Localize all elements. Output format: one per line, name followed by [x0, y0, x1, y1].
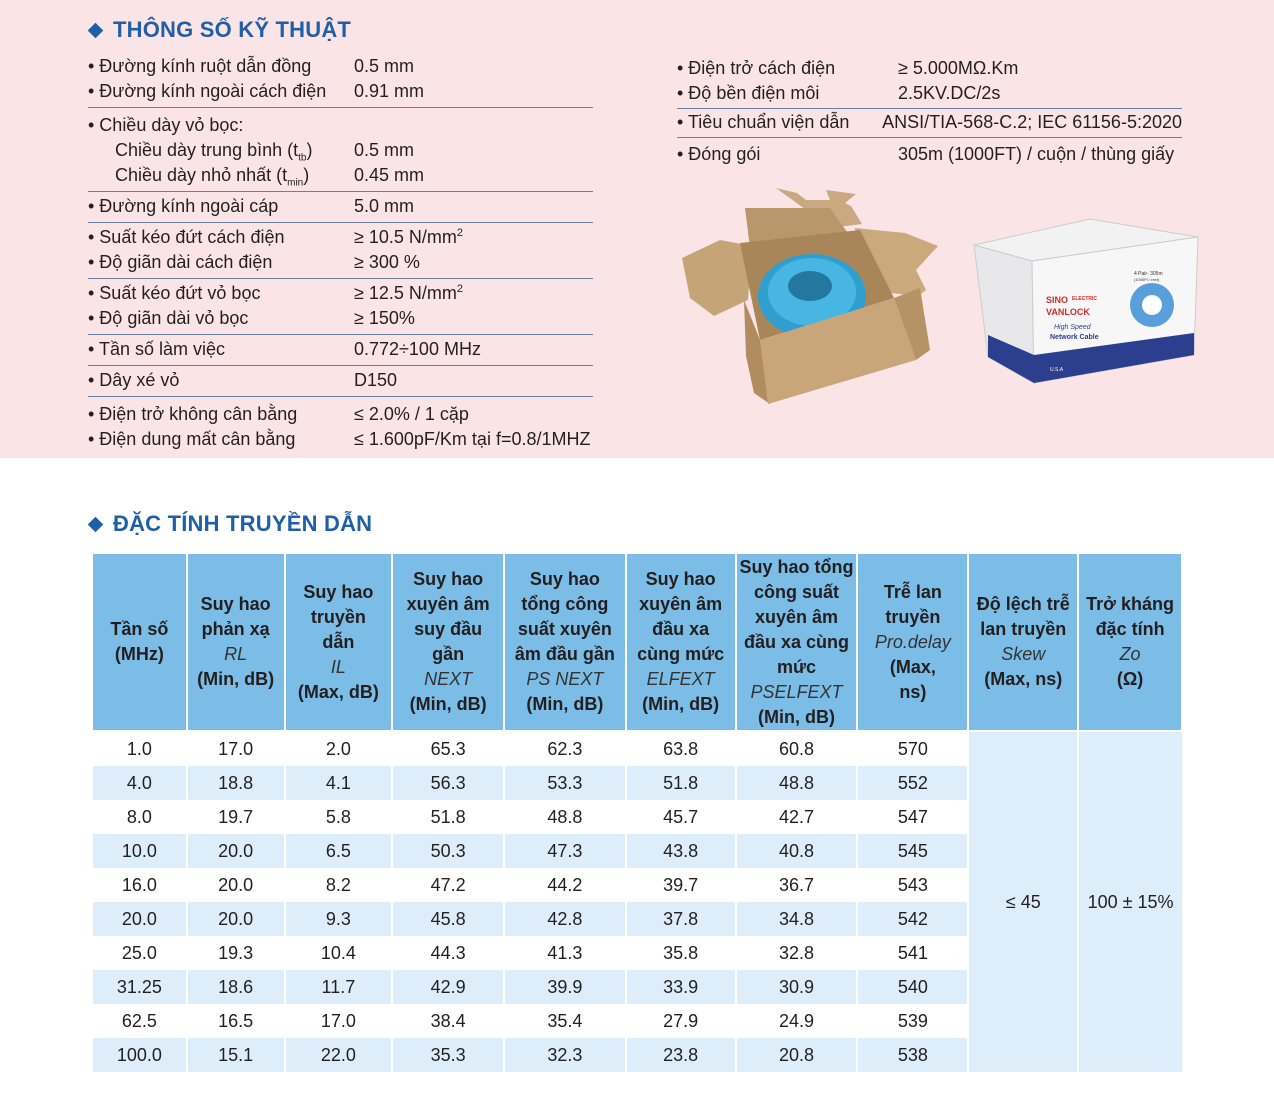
spec-value: 0.45 mm: [354, 165, 425, 185]
transmission-table: [91, 552, 1183, 1072]
table-cell: 35.8: [626, 936, 736, 970]
spec-label: [88, 163, 354, 188]
table-cell: 65.3: [392, 731, 504, 766]
spec-row: [677, 81, 1182, 106]
table-cell: 53.3: [504, 766, 626, 800]
table-cell: 22.0: [285, 1038, 393, 1072]
spec-group: [88, 192, 593, 223]
table-cell: 44.3: [392, 936, 504, 970]
spec-label: • Độ giãn dài cách điện: [88, 252, 273, 272]
spec-label: • Điện dung mất cân bằng: [88, 429, 296, 449]
spec-label: • Tần số làm việc: [88, 339, 226, 359]
table-cell: 45.8: [392, 902, 504, 936]
table-cell: 39.9: [504, 970, 626, 1004]
table-cell: 44.2: [504, 868, 626, 902]
table-cell: 43.8: [626, 834, 736, 868]
table-cell: 23.8: [626, 1038, 736, 1072]
spec-value: 5.0 mm: [354, 196, 415, 216]
table-cell: 47.3: [504, 834, 626, 868]
spec-row: [88, 281, 593, 306]
header-unit: (Ω): [1116, 669, 1144, 689]
spec-group: [88, 108, 593, 192]
table-cell: 47.2: [392, 868, 504, 902]
table-cell: 4.0: [92, 766, 187, 800]
table-cell: 4.1: [285, 766, 393, 800]
table-cell: 37.8: [626, 902, 736, 936]
superscript: 2: [456, 283, 464, 295]
header-name: Suy hao tổng công suất xuyên âm đầu xa cùng mức: [739, 556, 854, 677]
spec-label: • Độ bền điện môi: [677, 83, 820, 103]
table-cell: 42.9: [392, 970, 504, 1004]
table-cell: 19.7: [187, 800, 285, 834]
spec-value: [354, 281, 463, 306]
skew-cell: ≤ 45: [968, 731, 1078, 1072]
table-cell: 35.4: [504, 1004, 626, 1038]
table-cell: 50.3: [392, 834, 504, 868]
table-cell: 552: [857, 766, 968, 800]
spec-group: [88, 52, 593, 108]
header-delay: [857, 553, 968, 731]
header-unit: (Max, ns): [984, 669, 1063, 689]
box-text-pairs: 4 Pair- 305m: [1134, 271, 1163, 277]
header-name: Độ lệch trễ lan truyền: [976, 594, 1070, 639]
spec-row: [88, 368, 593, 393]
table-cell: 8.2: [285, 868, 393, 902]
spec-value-text: ≥ 12.5 N/mm: [354, 283, 457, 303]
paren: ): [303, 165, 310, 185]
header-abbr: IL: [330, 656, 346, 677]
table-cell: 17.0: [285, 1004, 393, 1038]
table-cell: 20.0: [187, 834, 285, 868]
diamond-icon: [88, 516, 104, 532]
spec-row: [677, 142, 1182, 167]
table-cell: 16.5: [187, 1004, 285, 1038]
spec-label: • Đường kính ngoài cách điện: [88, 81, 327, 101]
table-cell: 60.8: [736, 731, 858, 766]
cable-coil-center: [788, 271, 832, 301]
table-cell: 570: [857, 731, 968, 766]
spec-group: [677, 138, 1182, 169]
header-abbr: NEXT: [424, 669, 473, 689]
header-name: Suy hao phản xạ: [200, 594, 271, 639]
header-unit: (Max, ns): [889, 656, 936, 702]
table-header-row: [92, 553, 1182, 731]
table-cell: 62.5: [92, 1004, 187, 1038]
spec-group: [88, 366, 593, 397]
box-text-network-cable: Network Cable: [1050, 334, 1099, 341]
header-elfext: [626, 553, 736, 731]
table-cell: 20.0: [92, 902, 187, 936]
spec-row: [88, 194, 593, 219]
spec-value: ≥ 5.000MΩ.Km: [898, 58, 1019, 78]
table-cell: 18.8: [187, 766, 285, 800]
subscript: tb: [298, 152, 307, 164]
spec-group: [677, 109, 1182, 138]
table-cell: 542: [857, 902, 968, 936]
spec-row: [88, 250, 593, 275]
header-skew: [968, 553, 1078, 731]
header-unit: (Max, dB): [297, 681, 379, 702]
table-row: [92, 731, 1182, 766]
table-cell: 27.9: [626, 1004, 736, 1038]
spec-row: [88, 138, 593, 163]
spec-list-left: [88, 52, 593, 455]
spec-label: • Điện trở không cân bằng: [88, 404, 298, 424]
table-cell: 540: [857, 970, 968, 1004]
header-unit: (Min, dB): [197, 669, 275, 689]
table-cell: 5.8: [285, 800, 393, 834]
header-freq: [92, 553, 187, 731]
spec-label: • Suất kéo đứt vỏ bọc: [88, 283, 261, 303]
table-cell: 51.8: [626, 766, 736, 800]
table-cell: 6.5: [285, 834, 393, 868]
spec-group: [88, 279, 593, 335]
table-cell: 11.7: [285, 970, 393, 1004]
spec-label: • Đóng gói: [677, 144, 761, 164]
spec-label: • Dây xé vỏ: [88, 370, 180, 390]
table-cell: 48.8: [504, 800, 626, 834]
spec-group: [88, 223, 593, 279]
table-cell: 8.0: [92, 800, 187, 834]
header-psnext: [504, 553, 626, 731]
spec-value: 305m (1000FT) / cuộn / thùng giấy: [898, 144, 1175, 164]
table-cell: 42.8: [504, 902, 626, 936]
header-unit: (Min, dB): [409, 694, 487, 714]
table-cell: 39.7: [626, 868, 736, 902]
table-cell: 25.0: [92, 936, 187, 970]
transmission-title-text: ĐẶC TÍNH TRUYỀN DẪN: [113, 511, 373, 536]
header-name: Suy hao xuyên âm suy đầu gần: [406, 569, 490, 664]
table-cell: 543: [857, 868, 968, 902]
table-cell: 41.3: [504, 936, 626, 970]
table-cell: 1.0: [92, 731, 187, 766]
header-name: Suy hao tổng công suất xuyên âm đầu gần: [514, 569, 615, 664]
box-brand-electric: ELECTRIC: [1072, 296, 1097, 302]
spec-label: • Tiêu chuẩn viện dẫn: [677, 112, 850, 132]
table-cell: 539: [857, 1004, 968, 1038]
spec-label: • Đường kính ruột dẫn đồng: [88, 56, 312, 76]
spec-value: [354, 225, 463, 250]
specs-title: [90, 17, 351, 43]
table-cell: 18.6: [187, 970, 285, 1004]
spec-value: 0.5 mm: [354, 140, 415, 160]
table-cell: 63.8: [626, 731, 736, 766]
header-name: Suy hao truyền dẫn: [303, 581, 374, 652]
header-rl: [187, 553, 285, 731]
table-cell: 51.8: [392, 800, 504, 834]
spec-row: [88, 337, 593, 362]
spec-row: [88, 306, 593, 331]
table-cell: 538: [857, 1038, 968, 1072]
header-il: [285, 553, 393, 731]
spec-value: 2.5KV.DC/2s: [898, 83, 1001, 103]
box-coil-center: [1142, 295, 1162, 315]
table-cell: 38.4: [392, 1004, 504, 1038]
box-text-length: (1000Ft / reel): [1134, 277, 1160, 282]
table-cell: 17.0: [187, 731, 285, 766]
header-name: Trở kháng đặc tính: [1086, 594, 1174, 639]
spec-group: [88, 335, 593, 366]
table-cell: 45.7: [626, 800, 736, 834]
spec-list-right: [677, 55, 1182, 169]
spec-label: • Suất kéo đứt cách điện: [88, 227, 285, 247]
header-next: [392, 553, 504, 731]
spec-row: [88, 163, 593, 188]
table-cell: 31.25: [92, 970, 187, 1004]
header-abbr: Skew: [1001, 644, 1046, 664]
table-cell: 20.0: [187, 868, 285, 902]
spec-value: D150: [354, 370, 398, 390]
table-cell: 34.8: [736, 902, 858, 936]
table-cell: 36.7: [736, 868, 858, 902]
spec-row: [88, 402, 593, 427]
header-abbr: Zo: [1119, 644, 1141, 664]
header-name: Suy hao xuyên âm đầu xa cùng mức: [637, 569, 725, 664]
table-cell: 35.3: [392, 1038, 504, 1072]
spec-label-text: Chiều dày trung bình (t: [115, 140, 299, 160]
spec-row: [677, 110, 1182, 135]
spec-group: [88, 397, 593, 455]
table-cell: 62.3: [504, 731, 626, 766]
spec-value-text: ≥ 10.5 N/mm: [354, 227, 457, 247]
header-unit: (MHz): [114, 644, 164, 664]
header-pselfext: [736, 553, 858, 731]
spec-value: 0.772÷100 MHz: [354, 339, 481, 359]
table-cell: 32.3: [504, 1038, 626, 1072]
spec-label: • Đường kính ngoài cáp: [88, 196, 279, 216]
spec-label: [88, 138, 354, 163]
paren: ): [306, 140, 313, 160]
table-cell: 19.3: [187, 936, 285, 970]
table-cell: 10.0: [92, 834, 187, 868]
header-abbr: PS NEXT: [526, 669, 604, 689]
box-brand-sino: SINO: [1046, 295, 1069, 305]
spec-label: • Độ giãn dài vỏ bọc: [88, 308, 249, 328]
spec-row: [88, 54, 593, 79]
header-name: Tần số: [110, 619, 169, 639]
spec-value: ≤ 1.600pF/Km tại f=0.8/1MHZ: [354, 429, 591, 449]
closed-box-image: [970, 215, 1202, 385]
table-cell: 33.9: [626, 970, 736, 1004]
spec-row: [88, 113, 593, 138]
table-cell: 48.8: [736, 766, 858, 800]
table-cell: 15.1: [187, 1038, 285, 1072]
table-cell: 20.0: [187, 902, 285, 936]
header-abbr: Pro.delay: [874, 631, 951, 652]
subscript: min: [287, 177, 304, 189]
table-cell: 16.0: [92, 868, 187, 902]
table-cell: 10.4: [285, 936, 393, 970]
table-cell: 545: [857, 834, 968, 868]
spec-value: ANSI/TIA-568-C.2; IEC 61156-5:2020: [882, 112, 1182, 132]
spec-group: [677, 55, 1182, 109]
box-text-high-speed: High Speed: [1054, 324, 1091, 331]
spec-label: • Điện trở cách điện: [677, 58, 836, 78]
superscript: 2: [456, 227, 464, 239]
box-flap-left: [682, 240, 752, 316]
spec-row: [88, 225, 593, 250]
box-text-origin: U.S.A: [1050, 367, 1064, 373]
table-cell: 30.9: [736, 970, 858, 1004]
impedance-cell: 100 ± 15%: [1078, 731, 1182, 1072]
table-cell: 42.7: [736, 800, 858, 834]
header-abbr: ELFEXT: [646, 669, 715, 689]
header-abbr: PSELFEXT: [750, 681, 843, 702]
spec-value: ≤ 2.0% / 1 cặp: [354, 404, 469, 424]
header-impedance: [1078, 553, 1182, 731]
table-cell: 547: [857, 800, 968, 834]
table-cell: 56.3: [392, 766, 504, 800]
spec-value: ≥ 300 %: [354, 252, 420, 272]
spec-row: [88, 427, 593, 452]
table-cell: 24.9: [736, 1004, 858, 1038]
table-cell: 20.8: [736, 1038, 858, 1072]
table-cell: 541: [857, 936, 968, 970]
header-name: Trễ lan truyền: [883, 581, 942, 627]
spec-label: • Chiều dày vỏ bọc:: [88, 115, 244, 135]
table-cell: 32.8: [736, 936, 858, 970]
header-unit: (Min, dB): [526, 694, 604, 714]
spec-label-text: Chiều dày nhỏ nhất (t: [115, 165, 288, 185]
header-unit: (Min, dB): [757, 706, 835, 727]
box-brand-vanlock: VANLOCK: [1046, 307, 1090, 317]
specs-title-text: THÔNG SỐ KỸ THUẬT: [113, 17, 352, 42]
transmission-title: [90, 511, 372, 537]
header-abbr: RL: [224, 644, 248, 664]
spec-value: 0.91 mm: [354, 81, 425, 101]
spec-row: [88, 79, 593, 104]
table-cell: 9.3: [285, 902, 393, 936]
spec-value: 0.5 mm: [354, 56, 415, 76]
spec-row: [677, 56, 1182, 81]
table-cell: 100.0: [92, 1038, 187, 1072]
diamond-icon: [88, 22, 104, 38]
header-unit: (Min, dB): [642, 694, 720, 714]
table-cell: 2.0: [285, 731, 393, 766]
open-box-image: [680, 188, 952, 406]
table-cell: 40.8: [736, 834, 858, 868]
spec-value: ≥ 150%: [354, 308, 415, 328]
